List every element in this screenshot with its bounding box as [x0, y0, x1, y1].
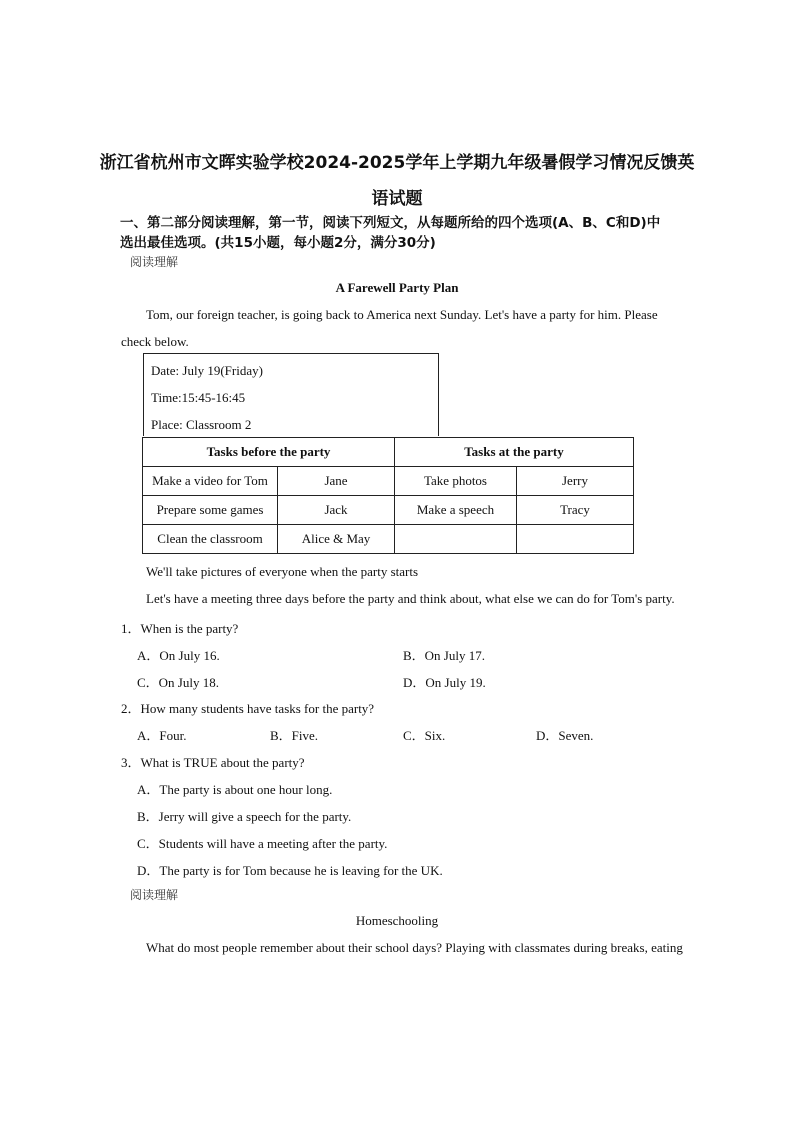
question-3-option-a: A．The party is about one hour long.	[137, 782, 333, 797]
passage1-intro-line1: Tom, our foreign teacher, is going back to America next Sunday. Let's have a party for him. Please	[146, 307, 658, 322]
table-row	[143, 496, 634, 525]
question-3-option-d: D．The party is for Tom because he is leaving for the UK.	[137, 863, 443, 878]
table-cell: Prepare some games	[143, 496, 278, 525]
question-2-option-d: D．Seven.	[536, 728, 594, 743]
party-date: Date: July 19(Friday)	[151, 363, 263, 378]
question-1-option-c: C．On July 18.	[137, 675, 219, 690]
section-instruction-line2: 选出最佳选项。(共15小题，每小题2分，满分30分)	[120, 235, 436, 251]
party-time: Time:15:45-16:45	[151, 390, 246, 405]
table-cell: Take photos	[395, 467, 517, 496]
document-title-line2: 语试题	[371, 189, 423, 209]
table-cell: Make a speech	[395, 496, 517, 525]
header-tasks-at: Tasks at the party	[395, 438, 634, 467]
question-2-option-a: A．Four.	[137, 728, 187, 743]
passage1-title: A Farewell Party Plan	[335, 280, 459, 295]
passage1-note1: We'll take pictures of everyone when the party starts	[146, 564, 419, 579]
party-place: Place: Classroom 2	[151, 417, 252, 432]
passage1-label: 阅读理解	[130, 255, 179, 269]
question-3-option-c: C．Students will have a meeting after the party.	[137, 836, 388, 851]
passage2-label: 阅读理解	[130, 888, 179, 902]
section-instruction-line1: 一、第二部分阅读理解，第一节，阅读下列短文，从每题所给的四个选项(A、B、C和D)中	[120, 215, 661, 231]
passage1-intro-line2: check below.	[121, 334, 189, 349]
question-1-option-d: D．On July 19.	[403, 675, 486, 690]
question-3-option-b: B．Jerry will give a speech for the party.	[137, 809, 352, 824]
table-cell: Tracy	[517, 496, 634, 525]
passage2-line1: What do most people remember about their school days? Playing with classmates during breaks, eating	[146, 940, 683, 955]
table-cell: Make a video for Tom	[143, 467, 278, 496]
table-cell: Jane	[278, 467, 395, 496]
tasks-table-header	[143, 438, 634, 467]
table-cell	[517, 525, 634, 554]
table-row	[143, 467, 634, 496]
question-2-stem: 2．How many students have tasks for the party?	[121, 701, 375, 716]
table-cell: Alice & May	[278, 525, 395, 554]
header-tasks-before: Tasks before the party	[143, 438, 395, 467]
passage2-title: Homeschooling	[355, 913, 439, 928]
table-row	[143, 525, 634, 554]
document-title-line1: 浙江省杭州市文晖实验学校2024-2025学年上学期九年级暑假学习情况反馈英	[99, 153, 695, 173]
passage1-note2: Let's have a meeting three days before the party and think about, what else we can do for Tom's party.	[146, 591, 675, 606]
party-info-box	[143, 353, 439, 436]
question-3-stem: 3．What is TRUE about the party?	[121, 755, 305, 770]
question-1-option-b: B．On July 17.	[403, 648, 485, 663]
question-1-stem: 1．When is the party?	[121, 621, 239, 636]
question-2-option-b: B．Five.	[270, 728, 319, 743]
table-cell: Jack	[278, 496, 395, 525]
table-cell: Jerry	[517, 467, 634, 496]
table-cell: Clean the classroom	[143, 525, 278, 554]
table-cell	[395, 525, 517, 554]
question-1-option-a: A．On July 16.	[137, 648, 220, 663]
question-2-option-c: C．Six.	[403, 728, 446, 743]
tasks-table	[142, 437, 634, 554]
